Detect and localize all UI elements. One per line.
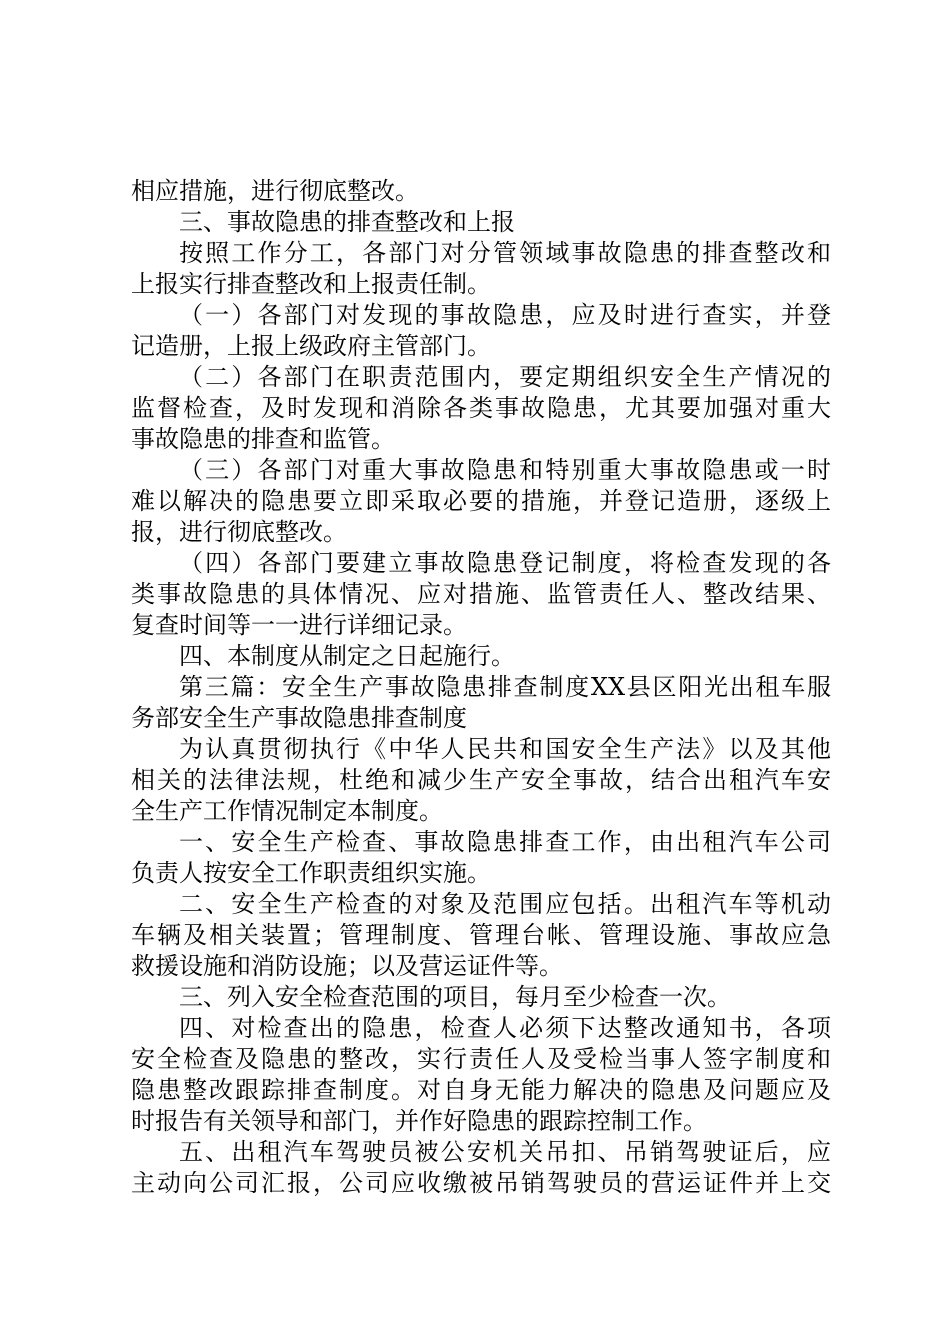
text-line: 难以解决的隐患要立即采取必要的措施，并登记造册，逐级上 — [131, 487, 831, 515]
text-line: 三、列入安全检查范围的项目，每月至少检查一次。 — [179, 983, 731, 1011]
text-line: 监督检查，及时发现和消除各类事故隐患，尤其要加强对重大 — [131, 394, 831, 422]
text-line: 为认真贯彻执行《中华人民共和国安全生产法》以及其他 — [179, 735, 831, 763]
text-line: 时报告有关领导和部门，并作好隐患的跟踪控制工作。 — [131, 1107, 707, 1135]
text-line: 类事故隐患的具体情况、应对措施、监管责任人、整改结果、 — [131, 580, 831, 608]
document-body — [131, 176, 831, 1199]
text-line: 主动向公司汇报，公司应收缴被吊销驾驶员的营运证件并上交 — [131, 1169, 831, 1197]
text-line: 务部安全生产事故隐患排查制度 — [131, 704, 467, 732]
text-line: 第三篇：安全生产事故隐患排查制度XX县区阳光出租车服 — [179, 673, 831, 701]
text-line: 相关的法律法规，杜绝和减少生产安全事故，结合出租汽车安 — [131, 766, 831, 794]
text-line: 救援设施和消防设施；以及营运证件等。 — [131, 952, 563, 980]
text-line: 上报实行排查整改和上报责任制。 — [131, 270, 491, 298]
text-line: 事故隐患的排查和监管。 — [131, 425, 395, 453]
text-line: （四）各部门要建立事故隐患登记制度，将检查发现的各 — [179, 549, 831, 577]
text-line: （二）各部门在职责范围内，要定期组织安全生产情况的 — [179, 363, 831, 391]
text-line: 隐患整改跟踪排查制度。对自身无能力解决的隐患及问题应及 — [131, 1076, 831, 1104]
text-line: 按照工作分工，各部门对分管领域事故隐患的排查整改和 — [179, 239, 831, 267]
text-line: 三、事故隐患的排查整改和上报 — [179, 208, 515, 236]
text-line: 车辆及相关装置；管理制度、管理台帐、管理设施、事故应急 — [131, 921, 831, 949]
text-line: 记造册，上报上级政府主管部门。 — [131, 332, 491, 360]
text-line: 复查时间等一一进行详细记录。 — [131, 611, 467, 639]
text-line: 四、本制度从制定之日起施行。 — [179, 642, 515, 670]
text-line: 安全检查及隐患的整改，实行责任人及受检当事人签字制度和 — [131, 1045, 831, 1073]
text-line: 五、出租汽车驾驶员被公安机关吊扣、吊销驾驶证后，应 — [179, 1138, 831, 1166]
text-line: 四、对检查出的隐患，检查人必须下达整改通知书，各项 — [179, 1014, 831, 1042]
text-line: 全生产工作情况制定本制度。 — [131, 797, 443, 825]
text-line: 报，进行彻底整改。 — [131, 518, 347, 546]
text-line: 相应措施，进行彻底整改。 — [131, 177, 419, 205]
text-line: （三）各部门对重大事故隐患和特别重大事故隐患或一时 — [179, 456, 831, 484]
text-line: 一、安全生产检查、事故隐患排查工作，由出租汽车公司 — [179, 828, 831, 856]
text-line: 二、安全生产检查的对象及范围应包括。出租汽车等机动 — [179, 890, 831, 918]
text-line: 负责人按安全工作职责组织实施。 — [131, 859, 491, 887]
text-line: （一）各部门对发现的事故隐患，应及时进行查实，并登 — [179, 301, 831, 329]
